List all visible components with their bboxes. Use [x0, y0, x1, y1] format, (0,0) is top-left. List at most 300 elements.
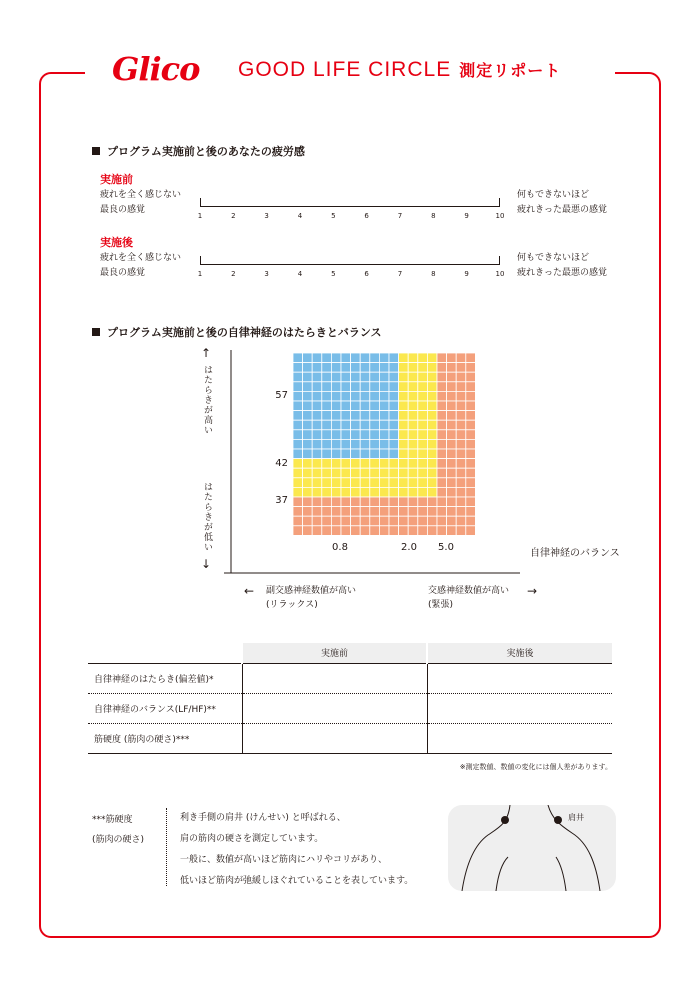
before-value-cell[interactable] [242, 723, 427, 753]
grid-cell [399, 372, 409, 382]
x-axis-title: 自律神経のバランス [530, 548, 620, 559]
grid-cell [466, 430, 476, 440]
grid-cell [360, 459, 370, 469]
grid-cell [399, 468, 409, 478]
grid-cell [456, 411, 466, 421]
grid-cell [456, 382, 466, 392]
scale-tick-5: 5 [331, 270, 336, 278]
grid-cell [437, 363, 447, 373]
grid-cell [418, 459, 428, 469]
grid-cell [293, 430, 303, 440]
grid-cell [322, 516, 332, 526]
grid-cell [379, 363, 389, 373]
before-value-cell[interactable] [242, 693, 427, 723]
grid-cell [389, 468, 399, 478]
grid-cell [456, 487, 466, 497]
grid-cell [408, 401, 418, 411]
grid-cell [466, 449, 476, 459]
grid-cell [427, 363, 437, 373]
grid-cell [303, 439, 313, 449]
y-tick-57: 57 [275, 390, 288, 401]
grid-cell [447, 363, 457, 373]
grid-cell [322, 526, 332, 536]
grid-cell [312, 430, 322, 440]
grid-cell [322, 459, 332, 469]
fatigue-section-title: プログラム実施前と後のあなたの疲労感 [92, 143, 305, 159]
after-value-cell[interactable] [427, 723, 612, 753]
grid-cell [408, 526, 418, 536]
grid-cell [303, 468, 313, 478]
grid-cell [312, 497, 322, 507]
grid-cell [312, 516, 322, 526]
grid-cell [360, 382, 370, 392]
grid-cell [427, 439, 437, 449]
autonomic-section-title: プログラム実施前と後の自律神経のはたらきとバランス [92, 324, 382, 340]
grid-cell [312, 526, 322, 536]
grid-cell [447, 507, 457, 517]
kenseipoint-front-icon [501, 816, 509, 824]
grid-cell [456, 420, 466, 430]
grid-cell [379, 401, 389, 411]
header-after: 実施後 [427, 643, 612, 663]
grid-cell [427, 449, 437, 459]
grid-cell [427, 411, 437, 421]
grid-cell [293, 516, 303, 526]
grid-cell [351, 439, 361, 449]
grid-cell [293, 411, 303, 421]
grid-cell [351, 411, 361, 421]
grid-cell [427, 391, 437, 401]
grid-cell [456, 401, 466, 411]
scale-tick-4: 4 [297, 212, 303, 220]
zone-grid [293, 353, 475, 535]
grid-cell [408, 459, 418, 469]
grid-cell [437, 526, 447, 536]
grid-cell [456, 478, 466, 488]
grid-cell [466, 439, 476, 449]
title-jp: 測定リポート [459, 61, 562, 80]
y-tick-42: 42 [275, 458, 288, 469]
grid-cell [331, 430, 341, 440]
grid-cell [370, 459, 380, 469]
grid-cell [341, 382, 351, 392]
table-row [88, 663, 612, 693]
grid-cell [360, 430, 370, 440]
grid-cell [447, 459, 457, 469]
grid-cell [370, 391, 380, 401]
individual-difference-note: ※測定数値、数値の変化には個人差があります。 [459, 763, 612, 771]
grid-cell [379, 516, 389, 526]
grid-cell [303, 487, 313, 497]
grid-cell [341, 497, 351, 507]
grid-cell [427, 516, 437, 526]
grid-cell [427, 468, 437, 478]
grid-cell [341, 478, 351, 488]
grid-cell [322, 487, 332, 497]
grid-cell [322, 363, 332, 373]
grid-cell [437, 468, 447, 478]
after-label: 実施後 [100, 236, 133, 249]
grid-cell [466, 382, 476, 392]
grid-cell [447, 372, 457, 382]
grid-cell [322, 420, 332, 430]
grid-cell [312, 439, 322, 449]
grid-cell [379, 526, 389, 536]
x-tick-2-0: 2.0 [401, 542, 417, 553]
grid-cell [331, 507, 341, 517]
grid-cell [437, 430, 447, 440]
grid-cell [293, 420, 303, 430]
grid-cell [418, 468, 428, 478]
grid-cell [293, 507, 303, 517]
grid-cell [437, 411, 447, 421]
grid-cell [351, 459, 361, 469]
grid-cell [418, 507, 428, 517]
grid-cell [331, 401, 341, 411]
grid-cell [379, 507, 389, 517]
scale-tick-10: 10 [495, 212, 505, 220]
grid-cell [293, 439, 303, 449]
grid-cell [303, 449, 313, 459]
grid-cell [341, 430, 351, 440]
grid-cell [408, 468, 418, 478]
grid-cell [379, 430, 389, 440]
after-right-desc: 何もできないほど 疲れきった最悪の感覚 [517, 253, 608, 278]
grid-cell [389, 420, 399, 430]
grid-cell [389, 497, 399, 507]
grid-cell [303, 507, 313, 517]
grid-cell [437, 401, 447, 411]
grid-cell [456, 430, 466, 440]
grid-cell [399, 420, 409, 430]
grid-cell [427, 382, 437, 392]
grid-cell [399, 507, 409, 517]
arrow-left-icon: ← [244, 584, 255, 598]
grid-cell [360, 516, 370, 526]
grid-cell [447, 516, 457, 526]
grid-cell [322, 439, 332, 449]
grid-cell [312, 411, 322, 421]
grid-cell [331, 468, 341, 478]
before-right-desc: 何もできないほど 疲れきった最悪の感覚 [517, 190, 608, 215]
grid-cell [303, 363, 313, 373]
grid-cell [379, 478, 389, 488]
results-table [88, 643, 612, 754]
x-tick-5-0: 5.0 [438, 542, 454, 553]
grid-cell [418, 516, 428, 526]
grid-cell [293, 497, 303, 507]
grid-cell [331, 382, 341, 392]
grid-cell [408, 497, 418, 507]
grid-cell [351, 430, 361, 440]
grid-cell [351, 487, 361, 497]
grid-cell [427, 459, 437, 469]
row-label: 自律神経のはたらき(偏差値)* [88, 663, 242, 693]
grid-cell [351, 420, 361, 430]
grid-cell [293, 353, 303, 363]
grid-cell [389, 401, 399, 411]
grid-cell [360, 411, 370, 421]
x-tick-0-8: 0.8 [332, 542, 348, 553]
grid-cell [399, 363, 409, 373]
grid-cell [331, 516, 341, 526]
grid-cell [408, 439, 418, 449]
grid-cell [331, 372, 341, 382]
grid-cell [341, 353, 351, 363]
grid-cell [456, 449, 466, 459]
grid-cell [351, 497, 361, 507]
grid-cell [466, 391, 476, 401]
grid-cell [389, 363, 399, 373]
grid-cell [341, 372, 351, 382]
grid-cell [303, 420, 313, 430]
grid-cell [379, 353, 389, 363]
grid-cell [408, 382, 418, 392]
grid-cell [351, 401, 361, 411]
grid-cell [466, 420, 476, 430]
grid-cell [360, 526, 370, 536]
grid-cell [399, 401, 409, 411]
grid-cell [418, 430, 428, 440]
grid-cell [370, 507, 380, 517]
grid-cell [312, 382, 322, 392]
grid-cell [427, 526, 437, 536]
grid-cell [293, 363, 303, 373]
scale-tick-9: 9 [464, 212, 469, 220]
grid-cell [418, 478, 428, 488]
grid-cell [322, 497, 332, 507]
grid-cell [379, 391, 389, 401]
grid-cell [370, 468, 380, 478]
arrow-up-icon: ↑ [201, 346, 212, 360]
grid-cell [351, 526, 361, 536]
before-label: 実施前 [100, 173, 133, 186]
title-en: GOOD LIFE CIRCLE [238, 58, 452, 81]
grid-cell [379, 439, 389, 449]
grid-cell [341, 526, 351, 536]
grid-cell [418, 497, 428, 507]
grid-cell [399, 487, 409, 497]
grid-cell [331, 478, 341, 488]
grid-cell [408, 487, 418, 497]
grid-cell [322, 411, 332, 421]
grid-cell [303, 430, 313, 440]
grid-cell [437, 459, 447, 469]
grid-cell [303, 382, 313, 392]
grid-cell [389, 516, 399, 526]
grid-cell [360, 353, 370, 363]
grid-cell [418, 372, 428, 382]
grid-cell [360, 439, 370, 449]
grid-cell [331, 363, 341, 373]
scale-tick-8: 8 [431, 270, 436, 278]
grid-cell [331, 391, 341, 401]
grid-cell [370, 478, 380, 488]
grid-cell [303, 516, 313, 526]
grid-cell [370, 411, 380, 421]
scale-tick-1: 1 [197, 212, 203, 220]
grid-cell [437, 449, 447, 459]
grid-cell [447, 430, 457, 440]
grid-cell [312, 449, 322, 459]
grid-cell [408, 363, 418, 373]
grid-cell [389, 372, 399, 382]
grid-cell [303, 353, 313, 363]
grid-cell [447, 439, 457, 449]
grid-cell [351, 516, 361, 526]
grid-cell [322, 507, 332, 517]
grid-cell [466, 372, 476, 382]
grid-cell [408, 411, 418, 421]
grid-cell [399, 382, 409, 392]
grid-cell [466, 478, 476, 488]
grid-cell [370, 526, 380, 536]
grid-cell [418, 411, 428, 421]
grid-cell [370, 487, 380, 497]
grid-cell [437, 487, 447, 497]
scale-tick-2: 2 [231, 212, 236, 220]
grid-cell [360, 497, 370, 507]
grid-cell [399, 516, 409, 526]
grid-cell [312, 372, 322, 382]
grid-cell [322, 430, 332, 440]
grid-cell [437, 382, 447, 392]
grid-cell [408, 430, 418, 440]
grid-cell [418, 353, 428, 363]
grid-cell [370, 497, 380, 507]
grid-cell [437, 391, 447, 401]
grid-cell [399, 497, 409, 507]
grid-cell [312, 468, 322, 478]
y-low-label: はたらきが低い [202, 482, 212, 552]
grid-cell [370, 439, 380, 449]
grid-cell [370, 372, 380, 382]
grid-cell [408, 391, 418, 401]
grid-cell [437, 507, 447, 517]
grid-cell [293, 526, 303, 536]
grid-cell [408, 449, 418, 459]
grid-cell [322, 449, 332, 459]
header-before: 実施前 [242, 643, 427, 663]
grid-cell [312, 363, 322, 373]
grid-cell [389, 478, 399, 488]
grid-cell [427, 353, 437, 363]
grid-cell [331, 449, 341, 459]
grid-cell [447, 420, 457, 430]
grid-cell [341, 468, 351, 478]
grid-cell [341, 420, 351, 430]
grid-cell [303, 526, 313, 536]
grid-cell [322, 372, 332, 382]
grid-cell [447, 478, 457, 488]
grid-cell [341, 401, 351, 411]
grid-cell [351, 507, 361, 517]
grid-cell [408, 353, 418, 363]
grid-cell [351, 372, 361, 382]
grid-cell [322, 401, 332, 411]
after-value-cell[interactable] [427, 663, 612, 693]
grid-cell [437, 478, 447, 488]
kensei-label: 肩井 [568, 813, 584, 822]
before-value-cell[interactable] [242, 663, 427, 693]
grid-cell [456, 526, 466, 536]
grid-cell [389, 507, 399, 517]
grid-cell [389, 411, 399, 421]
grid-cell [360, 401, 370, 411]
grid-cell [418, 401, 428, 411]
before-left-desc: 疲れを全く感じない 最良の感覚 [100, 190, 182, 215]
grid-cell [360, 449, 370, 459]
header-blank [88, 643, 242, 663]
grid-cell [466, 459, 476, 469]
grid-cell [360, 468, 370, 478]
grid-cell [437, 516, 447, 526]
grid-cell [447, 353, 457, 363]
scale-tick-6: 6 [364, 270, 369, 278]
grid-cell [427, 497, 437, 507]
grid-cell [322, 391, 332, 401]
grid-cell [447, 401, 457, 411]
after-value-cell[interactable] [427, 693, 612, 723]
grid-cell [293, 459, 303, 469]
grid-cell [341, 363, 351, 373]
grid-cell [370, 449, 380, 459]
grid-cell [456, 363, 466, 373]
scale-tick-4: 4 [297, 270, 303, 278]
grid-cell [303, 401, 313, 411]
grid-cell [303, 391, 313, 401]
grid-cell [370, 353, 380, 363]
grid-cell [389, 439, 399, 449]
grid-cell [447, 487, 457, 497]
grid-cell [370, 430, 380, 440]
grid-cell [322, 478, 332, 488]
grid-cell [293, 468, 303, 478]
shoulder-body-icon [448, 805, 616, 891]
grid-cell [370, 382, 380, 392]
table-row [88, 693, 612, 723]
grid-cell [360, 363, 370, 373]
grid-cell [466, 487, 476, 497]
grid-cell [379, 411, 389, 421]
grid-cell [466, 516, 476, 526]
grid-cell [456, 391, 466, 401]
x-right-label: 交感神経数値が高い (緊張) [428, 586, 510, 610]
grid-cell [447, 382, 457, 392]
table-row [88, 723, 612, 753]
after-left-desc: 疲れを全く感じない 最良の感覚 [100, 253, 182, 278]
grid-cell [312, 420, 322, 430]
grid-cell [293, 391, 303, 401]
grid-cell [341, 411, 351, 421]
grid-cell [389, 526, 399, 536]
grid-cell [427, 401, 437, 411]
grid-cell [351, 353, 361, 363]
grid-cell [370, 363, 380, 373]
grid-cell [379, 459, 389, 469]
grid-cell [399, 353, 409, 363]
scale-tick-6: 6 [364, 212, 369, 220]
grid-cell [466, 497, 476, 507]
grid-cell [418, 363, 428, 373]
grid-cell [331, 439, 341, 449]
grid-cell [456, 459, 466, 469]
grid-cell [379, 420, 389, 430]
arrow-right-icon: → [527, 584, 538, 598]
grid-cell [370, 420, 380, 430]
grid-cell [379, 487, 389, 497]
scale-tick-3: 3 [264, 212, 269, 220]
